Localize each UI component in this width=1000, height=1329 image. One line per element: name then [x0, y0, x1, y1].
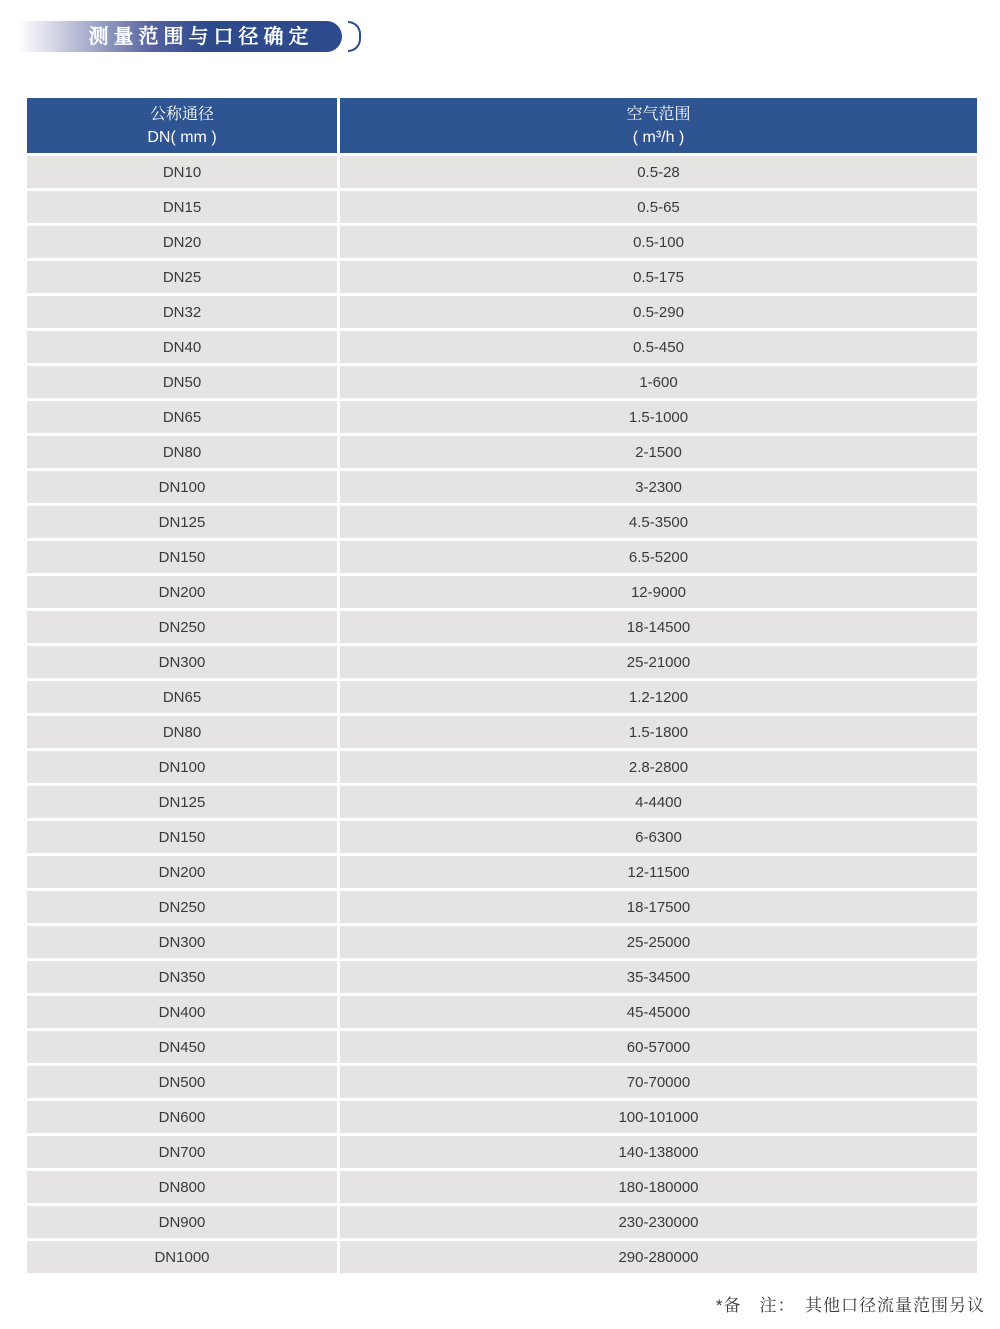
- range-cell: 1.2-1200: [340, 681, 977, 713]
- range-cell: 12-11500: [340, 856, 977, 888]
- dn-cell: DN80: [27, 716, 340, 748]
- dn-cell: DN300: [27, 646, 340, 678]
- table-row: [27, 156, 977, 188]
- table-row: [27, 821, 977, 853]
- dn-cell: DN10: [27, 156, 340, 188]
- dn-cell: DN15: [27, 191, 340, 223]
- range-cell: 70-70000: [340, 1066, 977, 1098]
- dn-cell: DN250: [27, 891, 340, 923]
- column-header-nominal-diameter: [27, 98, 340, 153]
- table-row: [27, 926, 977, 958]
- range-cell: 230-230000: [340, 1206, 977, 1238]
- table-row: [27, 226, 977, 258]
- range-cell: 45-45000: [340, 996, 977, 1028]
- banner-arc-decoration: [348, 21, 361, 52]
- table-row: [27, 786, 977, 818]
- dn-cell: DN125: [27, 506, 340, 538]
- range-cell: 100-101000: [340, 1101, 977, 1133]
- table-row: [27, 191, 977, 223]
- table-header-row: [27, 98, 977, 153]
- range-cell: 6.5-5200: [340, 541, 977, 573]
- dn-cell: DN300: [27, 926, 340, 958]
- dn-cell: DN100: [27, 751, 340, 783]
- range-cell: 290-280000: [340, 1241, 977, 1273]
- range-cell: 4-4400: [340, 786, 977, 818]
- range-cell: 0.5-290: [340, 296, 977, 328]
- dn-cell: DN150: [27, 541, 340, 573]
- table-row: [27, 401, 977, 433]
- column-header-line: 空气范围: [626, 105, 691, 123]
- range-cell: 18-14500: [340, 611, 977, 643]
- table-row: [27, 996, 977, 1028]
- range-cell: 60-57000: [340, 1031, 977, 1063]
- dn-cell: DN32: [27, 296, 340, 328]
- dn-cell: DN100: [27, 471, 340, 503]
- range-cell: 0.5-65: [340, 191, 977, 223]
- table-row: [27, 891, 977, 923]
- dn-cell: DN200: [27, 576, 340, 608]
- table-row: [27, 471, 977, 503]
- dn-cell: DN65: [27, 401, 340, 433]
- table-row: [27, 1031, 977, 1063]
- table-row: [27, 576, 977, 608]
- range-cell: 0.5-100: [340, 226, 977, 258]
- column-header-line: DN( mm ): [147, 128, 217, 146]
- column-header-line: ( m³/h ): [632, 128, 685, 146]
- range-cell: 0.5-175: [340, 261, 977, 293]
- range-cell: 180-180000: [340, 1171, 977, 1203]
- table-row: [27, 1101, 977, 1133]
- dn-cell: DN25: [27, 261, 340, 293]
- table-row: [27, 261, 977, 293]
- dn-cell: DN125: [27, 786, 340, 818]
- page-title: 测量范围与口径确定: [88, 25, 314, 48]
- table-row: [27, 716, 977, 748]
- range-cell: 6-6300: [340, 821, 977, 853]
- column-header-air-range: [340, 98, 977, 153]
- dn-cell: DN50: [27, 366, 340, 398]
- table-row: [27, 506, 977, 538]
- range-cell: 18-17500: [340, 891, 977, 923]
- table-row: [27, 1136, 977, 1168]
- section-title-pill: [18, 21, 342, 52]
- dn-cell: DN900: [27, 1206, 340, 1238]
- dn-cell: DN80: [27, 436, 340, 468]
- range-cell: 1.5-1000: [340, 401, 977, 433]
- dn-cell: DN450: [27, 1031, 340, 1063]
- table-row: [27, 436, 977, 468]
- dn-cell: DN20: [27, 226, 340, 258]
- table-row: [27, 856, 977, 888]
- table-row: [27, 541, 977, 573]
- table-row: [27, 646, 977, 678]
- range-cell: 2.8-2800: [340, 751, 977, 783]
- dn-cell: DN200: [27, 856, 340, 888]
- table-row: [27, 1241, 977, 1273]
- footnote: *备 注： 其他口径流量范围另议: [715, 1296, 985, 1315]
- range-cell: 0.5-450: [340, 331, 977, 363]
- measurement-table-container: [27, 95, 977, 1276]
- dn-cell: DN65: [27, 681, 340, 713]
- dn-cell: DN500: [27, 1066, 340, 1098]
- table-row: [27, 331, 977, 363]
- dn-cell: DN250: [27, 611, 340, 643]
- table-row: [27, 681, 977, 713]
- table-row: [27, 1171, 977, 1203]
- range-cell: 3-2300: [340, 471, 977, 503]
- range-cell: 0.5-28: [340, 156, 977, 188]
- table-row: [27, 961, 977, 993]
- table-row: [27, 611, 977, 643]
- dn-cell: DN700: [27, 1136, 340, 1168]
- table-row: [27, 296, 977, 328]
- range-cell: 35-34500: [340, 961, 977, 993]
- table-row: [27, 1066, 977, 1098]
- table-row: [27, 366, 977, 398]
- dn-cell: DN150: [27, 821, 340, 853]
- range-cell: 140-138000: [340, 1136, 977, 1168]
- table-row: [27, 751, 977, 783]
- column-header-line: 公称通径: [149, 105, 214, 123]
- range-cell: 2-1500: [340, 436, 977, 468]
- range-cell: 1-600: [340, 366, 977, 398]
- dn-cell: DN40: [27, 331, 340, 363]
- dn-cell: DN600: [27, 1101, 340, 1133]
- range-cell: 4.5-3500: [340, 506, 977, 538]
- range-cell: 1.5-1800: [340, 716, 977, 748]
- dn-cell: DN800: [27, 1171, 340, 1203]
- table-row: [27, 1206, 977, 1238]
- table-body: [27, 156, 977, 1273]
- dn-cell: DN350: [27, 961, 340, 993]
- range-cell: 25-21000: [340, 646, 977, 678]
- dn-cell: DN400: [27, 996, 340, 1028]
- dn-cell: DN1000: [27, 1241, 340, 1273]
- range-cell: 25-25000: [340, 926, 977, 958]
- range-cell: 12-9000: [340, 576, 977, 608]
- measurement-table: [27, 95, 977, 1276]
